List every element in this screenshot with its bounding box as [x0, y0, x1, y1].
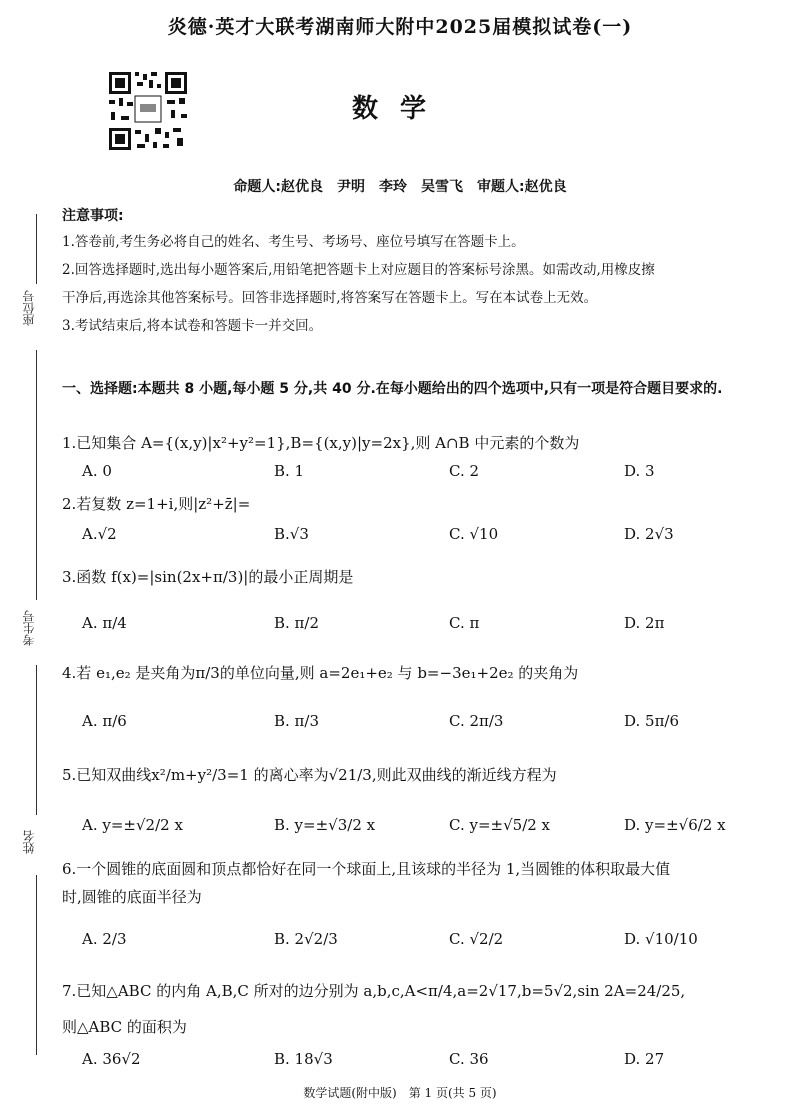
option-d: D. 3: [624, 462, 655, 480]
option-a: A. π/4: [82, 614, 127, 632]
binding-line: [36, 350, 37, 600]
question-6-options: [82, 930, 782, 970]
question-6-stem-cont: 时,圆锥的底面半径为: [62, 888, 202, 906]
question-7-stem-cont: 则△ABC 的面积为: [62, 1018, 187, 1036]
question-4-options: [82, 712, 782, 752]
option-a: A. 36√2: [82, 1050, 141, 1068]
notice-item: 3.考试结束后,将本试卷和答题卡一并交回。: [62, 318, 323, 334]
notice-item: 2.回答选择题时,选出每小题答案后,用铅笔把答题卡上对应题目的答案标号涂黑。如需改动,用橡皮擦: [62, 262, 655, 278]
option-d: D. 27: [624, 1050, 665, 1068]
question-5-stem: 5.已知双曲线x²/m+y²/3=1 的离心率为√21/3,则此双曲线的渐近线方程为: [62, 766, 557, 784]
option-c: C. √2/2: [449, 930, 504, 948]
option-a: A. π/6: [82, 712, 127, 730]
question-2-options: [82, 525, 782, 565]
notice-title: 注意事项:: [62, 208, 124, 224]
notice-item: 干净后,再选涂其他答案标号。回答非选择题时,将答案写在答题卡上。写在本试卷上无效。: [62, 290, 598, 306]
question-3-options: [82, 614, 782, 654]
option-b: B. π/3: [274, 712, 320, 730]
option-d: D. 5π/6: [624, 712, 680, 730]
subject-title: 数学: [351, 94, 448, 124]
question-3-stem: 3.函数 f(x)=|sin(2x+π/3)|的最小正周期是: [62, 568, 354, 586]
seat-number-label: 座位号: [22, 290, 36, 326]
option-c: C. 2: [449, 462, 480, 480]
page-footer: 数学试题(附中版) 第 1 页(共 5 页): [303, 1086, 497, 1100]
option-d: D. y=±√6/2 x: [624, 816, 726, 834]
question-2-stem: 2.若复数 z=1+i,则|z²+z̄|=: [62, 495, 251, 513]
question-5-options: [82, 816, 782, 856]
authors-line: 命题人:赵优良 尹明 李玲 吴雪飞 审题人:赵优良: [233, 179, 567, 195]
option-a: A. 2/3: [82, 930, 127, 948]
binding-line: [36, 665, 37, 815]
question-4-stem: 4.若 e₁,e₂ 是夹角为π/3的单位向量,则 a=2e₁+e₂ 与 b=−3e₁+2e₂ 的夹角为: [62, 664, 579, 682]
binding-line: [36, 214, 37, 284]
option-d: D. 2π: [624, 614, 665, 632]
option-a: A.√2: [82, 525, 117, 543]
option-b: B. π/2: [274, 614, 320, 632]
option-a: A. 0: [82, 462, 112, 480]
option-c: C. π: [449, 614, 480, 632]
name-label: 姓名: [22, 830, 36, 854]
option-d: D. √10/10: [624, 930, 698, 948]
option-b: B. 2√2/3: [274, 930, 338, 948]
section-heading: 一、选择题:本题共 8 小题,每小题 5 分,共 40 分.在每小题给出的四个选项中,只有一项是符合题目要求的.: [62, 381, 723, 397]
exam-number-label: 考生号: [22, 610, 36, 646]
exam-title: 炎德·英才大联考湖南师大附中2025届模拟试卷(一): [167, 16, 633, 38]
option-c: C. y=±√5/2 x: [449, 816, 551, 834]
option-b: B. 18√3: [274, 1050, 333, 1068]
question-1-stem: 1.已知集合 A={(x,y)|x²+y²=1},B={(x,y)|y=2x},则 A∩B 中元素的个数为: [62, 434, 580, 452]
option-d: D. 2√3: [624, 525, 674, 543]
notice-item: 1.答卷前,考生务必将自己的姓名、考生号、考场号、座位号填写在答题卡上。: [62, 234, 525, 250]
question-6-stem: 6.一个圆锥的底面圆和顶点都恰好在同一个球面上,且该球的半径为 1,当圆锥的体积取最大值: [62, 860, 671, 878]
question-7-stem: 7.已知△ABC 的内角 A,B,C 所对的边分别为 a,b,c,A<π/4,a=2√17,b=5√2,sin 2A=24/25,: [62, 982, 686, 1000]
option-c: C. 36: [449, 1050, 489, 1068]
option-a: A. y=±√2/2 x: [82, 816, 183, 834]
option-b: B. 1: [274, 462, 305, 480]
option-b: B. y=±√3/2 x: [274, 816, 376, 834]
option-c: C. √10: [449, 525, 499, 543]
option-b: B.√3: [274, 525, 309, 543]
option-c: C. 2π/3: [449, 712, 504, 730]
binding-line: [36, 875, 37, 1055]
